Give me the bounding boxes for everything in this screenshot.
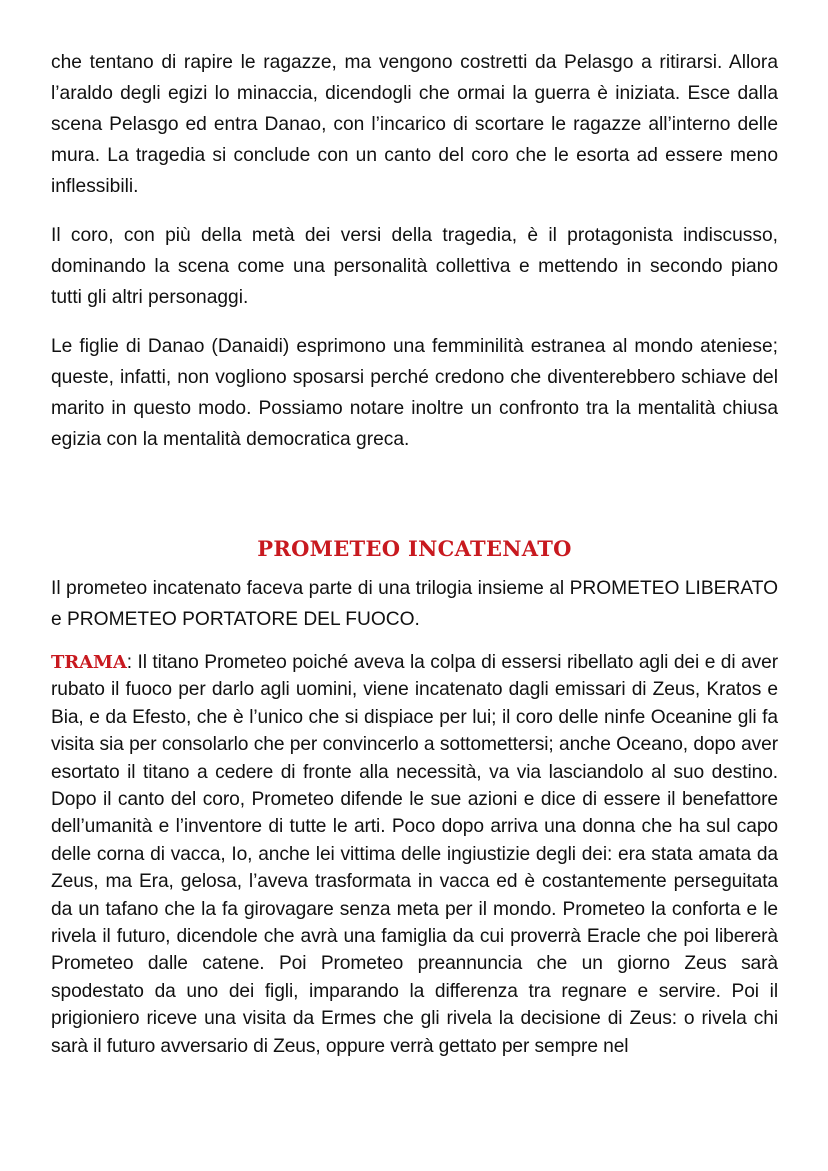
plot-label: TRAMA bbox=[51, 652, 127, 673]
plot-text: : Il titano Prometeo poiché aveva la colpa di essersi ribellato agli dei e di aver rubato il fuoco per darlo agli uomini, viene incatenato dagli emissari di Zeus, Kratos e Bia, e da Efesto, che è l’unico che si dispiace per lui; il coro delle ninfe Oceanine gli fa visita sia per consolarlo che per convincerlo a sottomettersi; anche Oceano, dopo aver esortato il titano a cedere di fronte alla necessità, va via lasciandolo al suo destino. Dopo il canto del coro, Prometeo difende le sue azioni e dice di essere il benefattore dell’umanità e l’inventore di tutte le arti. Poco dopo arriva una donna che ha sul capo delle corna di vacca, Io, anche lei vittima delle ingiustizie degli dei: era stata amata da Zeus, ma Era, gelosa, l’aveva trasformata in vacca ed è costantemente perseguitata da un tafano che la fa girovagare senza meta per il mondo. Prometeo la conforta e le rivela il futuro, dicendole che avrà una famiglia da cui proverrà Eracle che poi libererà Prometeo dalle catene. Poi Prometeo preannuncia che un giorno Zeus sarà spodestato da uno dei figli, imparando la differenza tra regnare e servire. Poi il prigioniero riceve una visita da Ermes che gli rivela la decisione di Zeus: o rivela chi sarà il futuro avversario di Zeus, oppure verrà gettato per sempre nel bbox=[51, 652, 778, 1057]
paragraph-danaids: Le figlie di Danao (Danaidi) esprimono una femminilità estranea al mondo ateniese; queste, infatti, non vogliono sposarsi perché credono che diventerebbero schiave del marito in questo modo. Possiamo notare inoltre un confronto tra la mentalità chiusa egizia con la mentalità democratica greca. bbox=[51, 336, 778, 450]
paragraph-plot bbox=[51, 649, 778, 1060]
section-heading: PROMETEO INCATENATO bbox=[257, 536, 572, 561]
paragraph-chorus: Il coro, con più della metà dei versi della tragedia, è il protagonista indiscusso, dominando la scena come una personalità collettiva e mettendo in secondo piano tutti gli altri personaggi. bbox=[51, 225, 778, 308]
paragraph-plot-ending: che tentano di rapire le ragazze, ma vengono costretti da Pelasgo a ritirarsi. Allora l’araldo degli egizi lo minaccia, dicendogli che ormai la guerra è iniziata. Esce dalla scena Pelasgo ed entra Danao, con l’incarico di scortare le ragazze all’interno delle mura. La tragedia si conclude con un canto del coro che le esorta ad essere meno inflessibili. bbox=[51, 52, 778, 197]
document-page bbox=[51, 47, 778, 1060]
paragraph-trilogy: Il prometeo incatenato faceva parte di una trilogia insieme al PROMETEO LIBERATO e PROMETEO PORTATORE DEL FUOCO. bbox=[51, 578, 778, 630]
